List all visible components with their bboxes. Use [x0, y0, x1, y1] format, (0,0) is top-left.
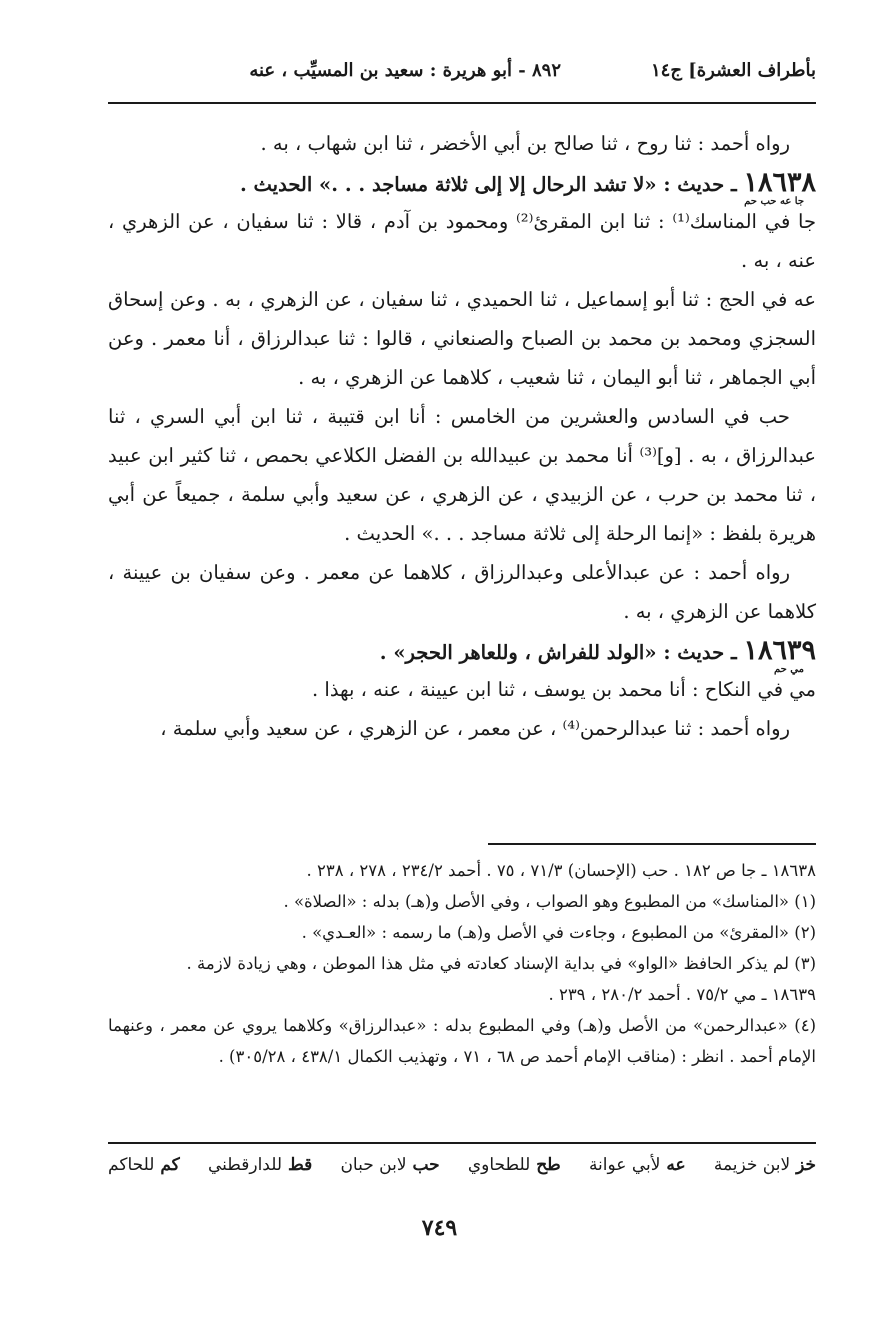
- footnote: (٢) «المقرئ» من المطبوع ، وجاءت في الأصل و(هـ) ما رسمه : «العـدي» .: [301, 923, 816, 942]
- footnotes: [108, 855, 816, 1072]
- footnote: ١٨٦٣٩ ـ مي ٧٥/٢ . أحمد ٢٨٠/٢ ، ٢٣٩ .: [548, 985, 816, 1004]
- hadith-sigla: مي حم: [773, 664, 804, 675]
- hadith-number: ١٨٦٣٩: [743, 635, 816, 666]
- key-item: حب لابن حبان: [340, 1155, 440, 1175]
- key-item: طح للطحاوي: [467, 1155, 561, 1175]
- running-header: [108, 56, 816, 90]
- paragraph: رواه أحمد : ثنا عبدالرحمن⁽⁴⁾ ، عن معمر ، عن الزهري ، عن سعيد وأبي سلمة ،: [160, 717, 790, 740]
- main-text: [108, 124, 816, 748]
- key-rule: [108, 1142, 816, 1144]
- page-number: ٧٤٩: [421, 1215, 458, 1241]
- hadith-sigla: جا عه حب حم: [744, 196, 804, 207]
- footnote-rule: [488, 843, 816, 845]
- paragraph: رواه أحمد : عن عبدالأعلى وعبدالرزاق ، كلاهما عن معمر . وعن سفيان بن عيينة ، كلاهما عن الزهري ، به .: [108, 561, 816, 623]
- footnote: ١٨٦٣٨ ـ جا ص ١٨٢ . حب (الإحسان) ٧١/٣ ، ٧٥ . أحمد ٢٣٤/٢ ، ٢٧٨ ، ٢٣٨ .: [306, 861, 816, 880]
- paragraph: عه في الحج : ثنا أبو إسماعيل ، ثنا الحميدي ، ثنا سفيان ، عن الزهري ، به . وعن إسحاق السجزي ومحمد بن محمد بن الصباح والصنعاني ، قالوا : ثنا عبدالرزاق ، أنا معمر . وعن أبي الجماهر ، ثنا أبو اليمان ، ثنا شعيب ، كلاهما عن الزهري ، به .: [108, 288, 816, 389]
- paragraph: حب في السادس والعشرين من الخامس : أنا ابن قتيبة ، ثنا ابن أبي السري ، ثنا عبدالرزاق ، به . [و]⁽³⁾ أنا محمد بن عبيدالله بن الفضل الكلاعي بحمص ، ثنا كثير ابن عبيد ، ثنا محمد بن حرب ، عن الزبيدي ، عن الزهري ، عن سعيد وأبي سلمة ، جميعاً عن أبي هريرة بلفظ : «إنما الرحلة إلى ثلاثة مساجد . . .» الحديث .: [108, 405, 816, 545]
- abbreviation-key: [108, 1155, 816, 1189]
- hadith-number: ١٨٦٣٨: [743, 167, 816, 198]
- paragraph: مي في النكاح : أنا محمد بن يوسف ، ثنا ابن عيينة ، عنه ، بهذا .: [312, 678, 816, 701]
- footnote: (١) «المناسك» من المطبوع وهو الصواب ، وفي الأصل و(هـ) بدله : «الصلاة» .: [283, 892, 816, 911]
- key-item: خز لابن خزيمة: [713, 1155, 816, 1175]
- key-item: كم للحاكم: [108, 1155, 180, 1175]
- key-item: قط للدارقطني: [207, 1155, 313, 1175]
- hadith-title: ـ حديث : «الولد للفراش ، وللعاهر الحجر» .: [379, 641, 737, 664]
- paragraph: رواه أحمد : ثنا روح ، ثنا صالح بن أبي الأخضر ، ثنا ابن شهاب ، به .: [260, 132, 790, 155]
- key-item: عه لأبي عوانة: [588, 1155, 686, 1175]
- header-volume: بأطراف العشرة] ج١٤: [650, 60, 816, 81]
- header-rule: [108, 102, 816, 104]
- hadith-title: ـ حديث : «لا تشد الرحال إلا إلى ثلاثة مساجد . . .» الحديث .: [239, 173, 737, 196]
- paragraph: جا في المناسك⁽¹⁾ : ثنا ابن المقرئ⁽²⁾ ومحمود بن آدم ، قالا : ثنا سفيان ، عن الزهري ، عنه ، به .: [108, 210, 816, 272]
- footnote: (٣) لم يذكر الحافظ «الواو» في بداية الإسناد كعادته في مثل هذا الموطن ، وهي زيادة لازمة .: [186, 954, 816, 973]
- footnote: (٤) «عبدالرحمن» من الأصل و(هـ) وفي المطبوع بدله : «عبدالرزاق» وكلاهما يروي عن معمر ، وعنهما الإمام أحمد . انظر : (مناقب الإمام أحمد ص ٦٨ ، ٧١ ، وتهذيب الكمال ٤٣٨/١ ، ٣٠٥/٢٨) .: [108, 1016, 816, 1066]
- header-chapter: ٨٩٢ - أبو هريرة : سعيد بن المسيِّب ، عنه: [249, 60, 561, 81]
